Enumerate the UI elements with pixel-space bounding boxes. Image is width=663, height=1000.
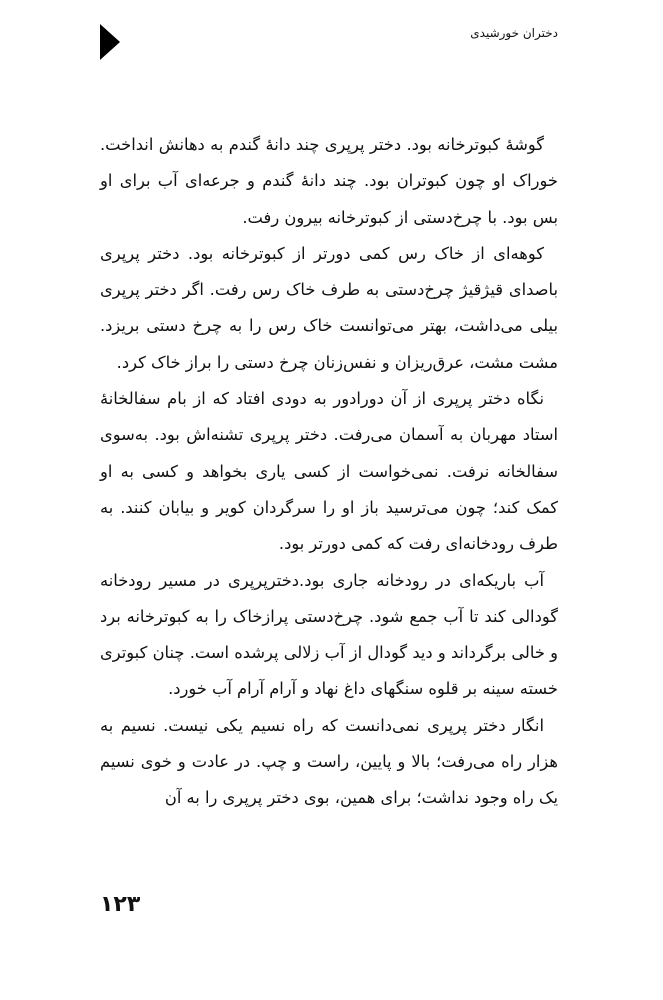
page-header <box>100 22 558 62</box>
paragraph: آب باریکه‌ای در رودخانه جاری بود.دخترپرپری در مسیر رودخانه گودالی کند تا آب جمع شود. چرخ‌دستی پرازخاک را به کبوترخانه برد و خالی برگرداند و دید گودال از آب زلالی پرشده است. چنان کبوتری خسته سینه بر قلوه سنگهای داغ نهاد و آرام آرام آب خورد. <box>100 570 558 699</box>
paragraph: کوهه‌ای از خاک رس کمی دورتر از کبوترخانه بود. دختر پرپری باصدای قیژقیژ چرخ‌دستی به طرف خاک رس رفت. اگر دختر پرپری بیلی می‌داشت، بهتر می‌توانست خاک رس را به چرخ دستی بریزد. مشت مشت، عرق‌ریزان و نفس‌زنان چرخ دستی را براز خاک کرد. <box>100 243 558 372</box>
paragraph: نگاه دختر پرپری از آن دورادور به دودی افتاد که از بام سفالخانهٔ استاد مهربان به آسمان می‌رفت. دختر پرپری تشنه‌اش بود. به‌سوی سفالخانه نرفت. نمی‌خواست از کسی یاری بخواهد و کسی به او کمک کند؛ چون می‌ترسید باز او را سرگردان کویر و بیابان کنند. به طرف رودخانه‌ای رفت که کمی دورتر بود. <box>100 389 558 554</box>
triangle-marker-icon <box>100 24 120 60</box>
paragraph: گوشهٔ کبوترخانه بود. دختر پرپری چند دانهٔ گندم به دهانش انداخت. خوراک او چون کبوتران بود. چند دانهٔ گندم و جرعه‌ای آب برای او بس بود. با چرخ‌دستی از کبوترخانه بیرون رفت. <box>100 135 558 227</box>
running-head-title: دختران خورشیدی <box>470 26 558 40</box>
paragraph: انگار دختر پرپری نمی‌دانست که راه نسیم یکی نیست. نسیم به هزار راه می‌رفت؛ بالا و پایین، راست و چپ. در عادت و خوی نسیم یک راه وجود نداشت؛ برای همین، بوی دختر پرپری را به آن <box>100 715 558 808</box>
body-text <box>100 127 558 817</box>
page-number: ۱۲۳ <box>100 892 141 917</box>
